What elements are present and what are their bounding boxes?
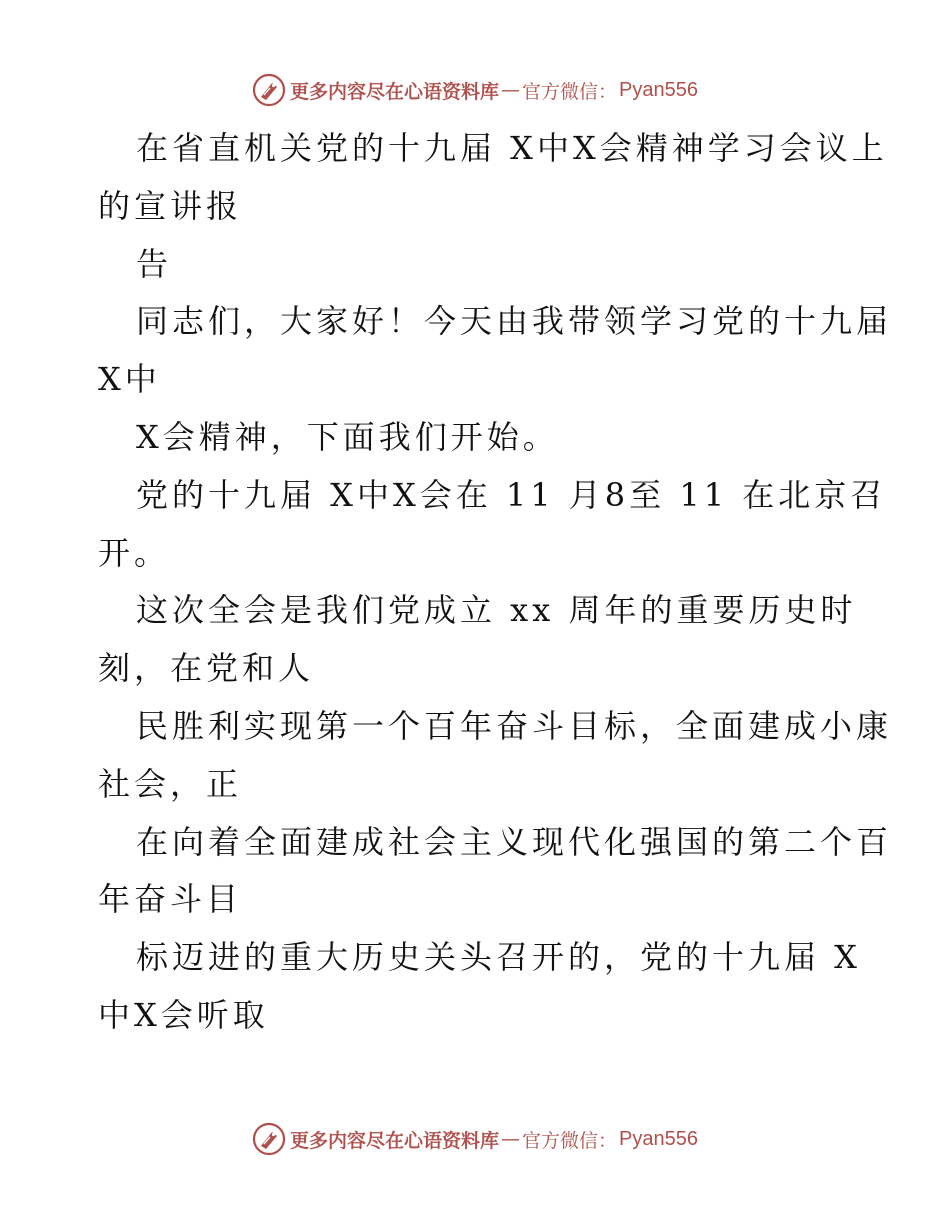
- text-line: 标迈进的重大历史关头召开的，党的十九届 X: [136, 938, 861, 977]
- text-line: 在向着全面建成社会主义现代化强国的第二个百: [136, 822, 893, 861]
- document-body: [98, 120, 893, 1045]
- text-line: 民胜利实现第一个百年奋斗目标，全面建成小康: [136, 706, 893, 745]
- text-line: 这次全会是我们党成立 xx 周年的重要历史时: [136, 591, 857, 630]
- pen-nib-logo-icon: [252, 73, 286, 107]
- text-line: 在省直机关党的十九届 X中X会精神学习会议上: [136, 129, 888, 167]
- text-line: 开。: [98, 533, 171, 572]
- banner-wechat-label: 官方微信：: [522, 1129, 618, 1152]
- banner-wechat-id: Pyan556: [619, 1127, 698, 1150]
- text-line: 的宣讲报: [98, 186, 243, 225]
- text-line: 刻，在党和人: [98, 649, 315, 688]
- text-line: 党的十九届 X中X会在 11 月8至 11 在北京召: [136, 475, 887, 514]
- header-banner: [0, 72, 950, 108]
- text-line: 同志们，大家好！今天由我带领学习党的十九届: [136, 302, 893, 341]
- banner-wechat-id: Pyan556: [619, 78, 698, 101]
- banner-dash: —: [501, 79, 521, 101]
- text-line: X中: [98, 360, 161, 399]
- banner-dash: —: [501, 1128, 521, 1150]
- text-line: 年奋斗目: [98, 880, 243, 919]
- banner-wechat-label: 官方微信：: [522, 80, 618, 103]
- text-line: 社会，正: [98, 764, 243, 803]
- pen-nib-logo-icon: [252, 1122, 286, 1156]
- text-line: 中X会听取: [98, 995, 269, 1034]
- text-line: 告: [136, 244, 173, 283]
- footer-banner: [0, 1121, 950, 1157]
- text-line: X会精神，下面我们开始。: [136, 417, 559, 456]
- banner-text: 更多内容尽在心语资料库: [290, 1129, 500, 1152]
- banner-text: 更多内容尽在心语资料库: [290, 80, 500, 103]
